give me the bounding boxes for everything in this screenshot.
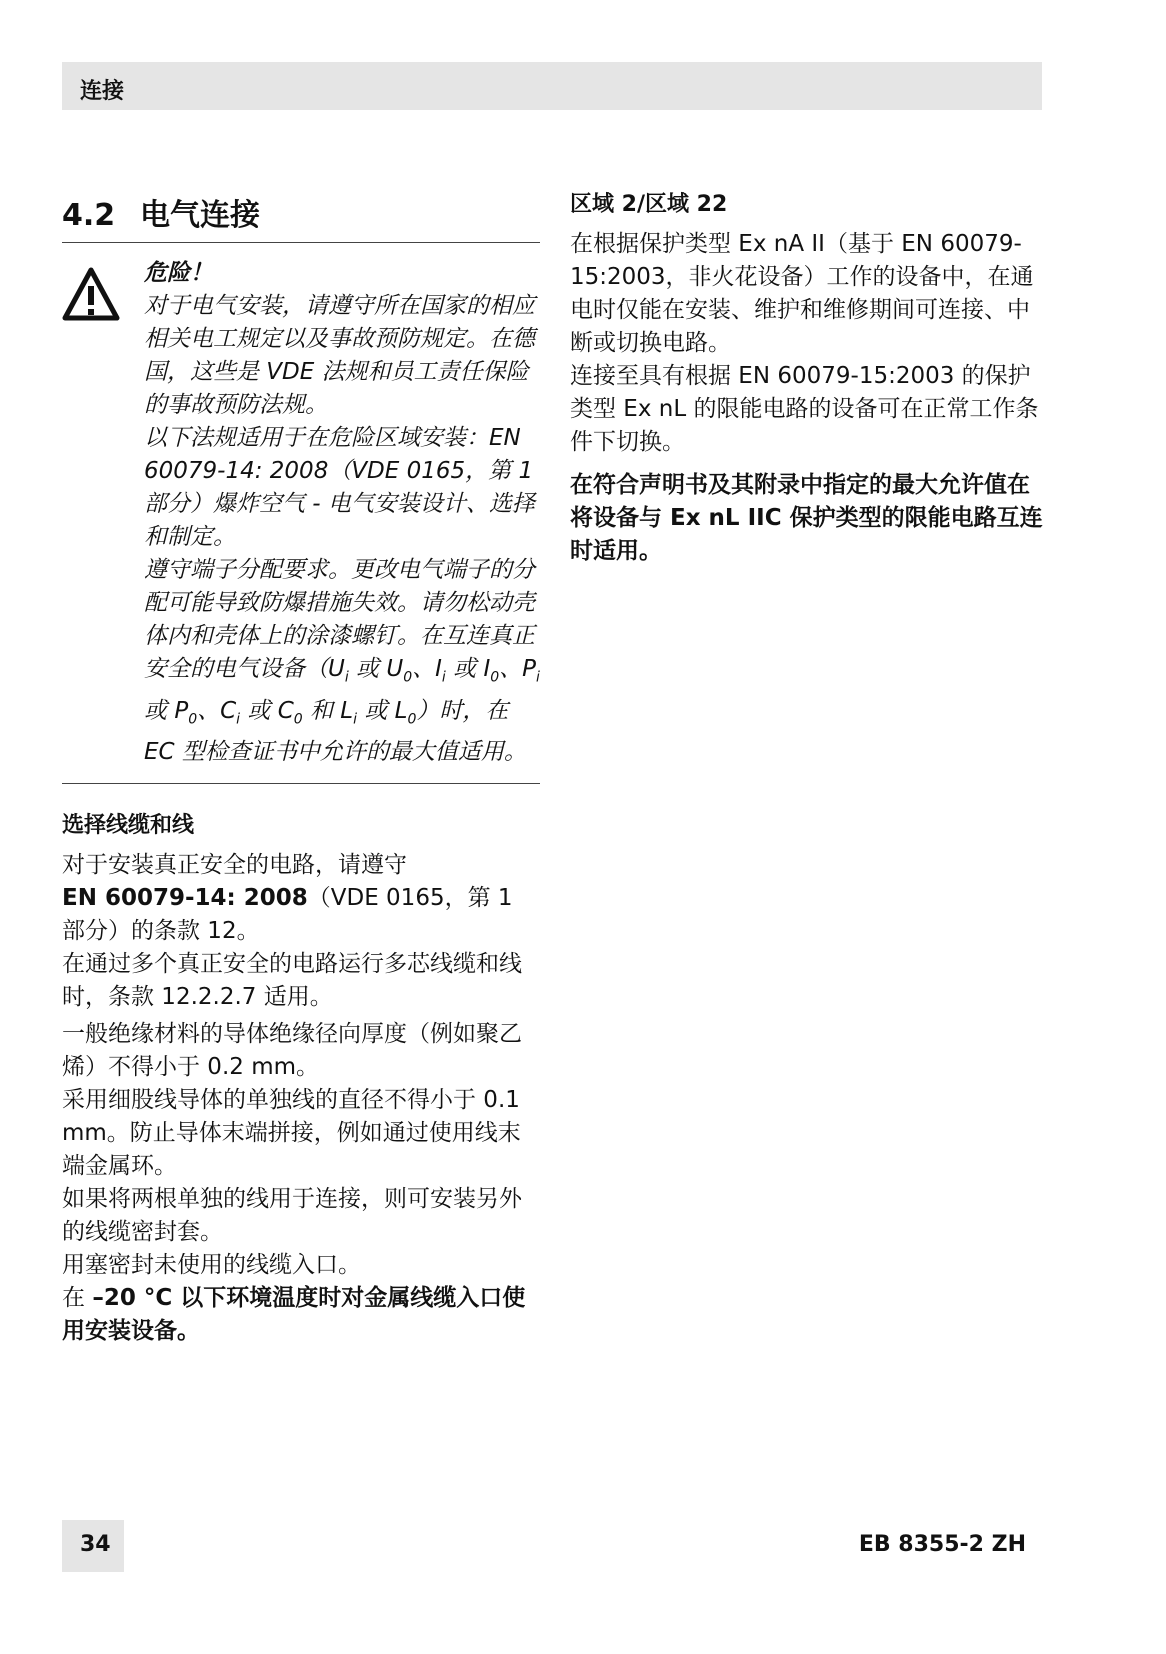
- text-or: 或: [348, 656, 387, 682]
- danger-bottom-rule: [62, 783, 540, 784]
- text-separator: 、: [197, 697, 221, 724]
- zone-paragraph-1: 在根据保护类型 Ex nA II（基于 EN 60079-15:2003，非火花设备）工作的设备中，在通电时仅能在安装、维护和维修期间可连接、中断或切换电路。: [570, 231, 1034, 356]
- danger-paragraph-3-end: ）时，在 EC 型检查证书中允许的最大值适用。: [144, 697, 527, 766]
- section-title: 电气连接: [140, 198, 260, 233]
- symbol-i: I: [435, 656, 442, 682]
- symbol-l: L: [394, 697, 408, 724]
- zone-paragraph-2: 连接至具有根据 EN 60079-15:2003 的保护类型 Ex nL 的限能电路的设备可在正常工作条件下切换。: [570, 363, 1039, 455]
- text-or: 或: [240, 697, 278, 724]
- danger-paragraph-3-start: 遵守端子分配要求。更改电气端子的分配可能导致防爆措施失效。请勿松动壳体内和壳体上的涂漆螺钉。在互连真正安全的电气设备（: [144, 557, 535, 682]
- section-heading: [62, 190, 540, 242]
- text-separator: 、: [412, 656, 436, 682]
- cables-paragraph-1-end: （VDE 0165，第 1 部分）的条款 12。: [62, 885, 513, 945]
- symbol-p: P: [174, 697, 189, 724]
- subscript: 0: [407, 711, 417, 728]
- text-or: 或: [357, 697, 395, 724]
- cables-paragraph-1: [62, 849, 540, 948]
- warning-triangle-icon: [62, 267, 120, 321]
- text-or: 或: [144, 697, 175, 724]
- cables-paragraph-7-bold: –20 °C 以下环境温度时对金属线缆入口使用安装设备。: [62, 1285, 526, 1345]
- cables-paragraph-7-start: 在: [62, 1285, 93, 1312]
- symbol-c: C: [220, 697, 237, 724]
- symbol-u: U: [386, 656, 404, 682]
- left-column: [62, 190, 540, 1348]
- header-band: [62, 62, 1042, 110]
- subscript: i: [441, 669, 446, 686]
- symbol-u: U: [328, 656, 345, 682]
- text-separator: 、: [499, 656, 523, 682]
- cables-paragraph-5: 如果将两根单独的线用于连接，则可安装另外的线缆密封套。: [62, 1186, 522, 1246]
- right-column: [570, 190, 1050, 568]
- subscript: i: [236, 711, 241, 728]
- danger-text: [144, 257, 540, 769]
- danger-title: 危险！: [144, 260, 213, 286]
- symbol-c: C: [277, 697, 294, 724]
- cables-paragraph-6: 用塞密封未使用的线缆入口。: [62, 1252, 361, 1279]
- subscript: 0: [293, 711, 303, 728]
- cables-paragraph-7: [62, 1282, 540, 1348]
- subscript: 0: [403, 669, 413, 686]
- subscript: i: [344, 669, 349, 686]
- standard-reference: EN 60079-14: 2008: [62, 885, 308, 912]
- cables-paragraph-4: 采用细股线导体的单独线的直径不得小于 0.1 mm。防止导体末端拼接，例如通过使用线末端金属环。: [62, 1087, 521, 1180]
- symbol-p: P: [522, 656, 537, 682]
- page-number: 34: [80, 1532, 111, 1557]
- danger-notice: [62, 243, 540, 783]
- cables-paragraph-1-start: 对于安装真正安全的电路，请遵守: [62, 852, 407, 879]
- danger-paragraph-3: [144, 554, 540, 769]
- danger-paragraph-1: 对于电气安装，请遵守所在国家的相应相关电工规定以及事故预防规定。在德国，这些是 VDE 法规和员工责任保险的事故预防法规。: [144, 293, 535, 418]
- danger-paragraph-2: 以下法规适用于在危险区域安装：EN 60079-14: 2008（VDE 0165，第 1 部分）爆炸空气 - 电气安装设计、选择和制定。: [144, 425, 535, 550]
- document-id: EB 8355-2 ZH: [858, 1532, 1026, 1557]
- subscript: 0: [490, 669, 500, 686]
- subscript: i: [536, 669, 540, 686]
- cables-paragraph-2: 在通过多个真正安全的电路运行多芯线缆和线时，条款 12.2.2.7 适用。: [62, 951, 522, 1011]
- symbol-l: L: [340, 697, 354, 724]
- subscript: 0: [188, 711, 198, 728]
- section-number: 4.2: [62, 198, 116, 233]
- subscript: i: [353, 711, 358, 728]
- cables-paragraph-3: 一般绝缘材料的导体绝缘径向厚度（例如聚乙烯）不得小于 0.2 mm。: [62, 1021, 522, 1081]
- text-and: 和: [302, 697, 341, 724]
- zone-heading: 区域 2/区域 22: [570, 192, 728, 217]
- header-title: 连接: [80, 79, 125, 104]
- cables-heading: 选择线缆和线: [62, 813, 195, 839]
- text-or: 或: [445, 656, 484, 682]
- symbol-i: I: [483, 656, 491, 682]
- zone-paragraph-3: 在符合声明书及其附录中指定的最大允许值在将设备与 Ex nL IIC 保护类型的限能电路互连时适用。: [570, 472, 1043, 564]
